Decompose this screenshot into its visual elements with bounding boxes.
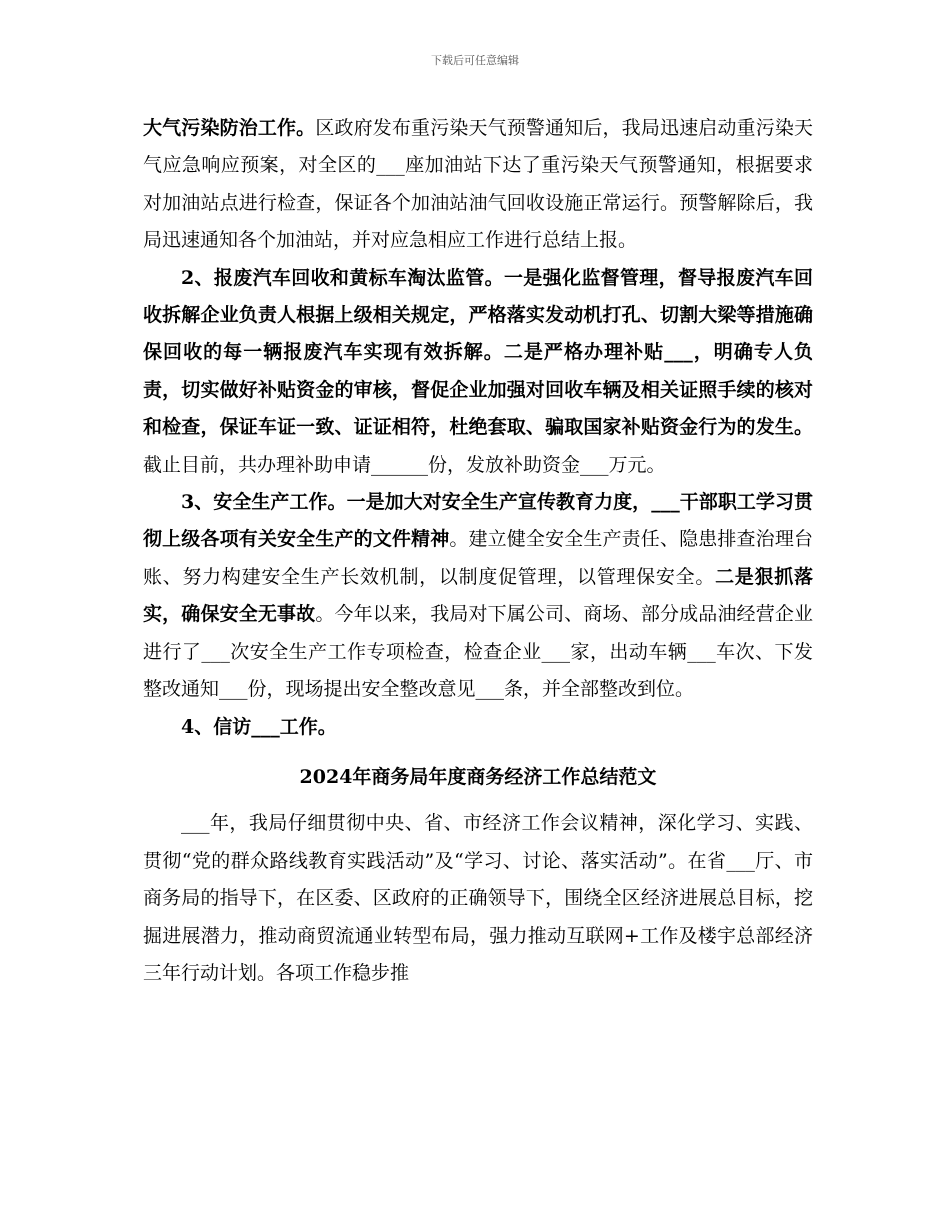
page-header: 下载后可任意编辑: [431, 54, 519, 67]
document-body: [143, 110, 813, 992]
paragraph-air-pollution: [143, 110, 813, 260]
paragraph-petition: [143, 709, 813, 746]
paragraph-heading: 4、信访___工作。: [181, 715, 337, 738]
paragraph-text: 截止目前，共办理补助申请______份，发放补助资金___万元。: [143, 453, 666, 476]
paragraph-text: 区政府发布重污染天气预警通知后，我局迅速启动重污染天气应急响应预案，对全区的___座加油站下达了重污染天气预警通知，根据要求对加油站点进行检查，保证各个加油站油气回收设施正常运行。预警解除后，我局迅速通知各个加油站，并对应急相应工作进行总结上报。: [143, 117, 813, 252]
paragraph-safety-production: [143, 484, 813, 708]
paragraph-text: ___年，我局仔细贯彻中央、省、市经济工作会议精神，深化学习、实践、贯彻“党的群众路线教育实践活动”及“学习、讨论、落实活动”。在省___厅、市商务局的指导下，在区委、区政府的正确领导下，围绕全区经济进展总目标，挖掘进展潜力，推动商贸流通业转型布局，强力推动互联网+工作及楼宇总部经济三年行动计划。各项工作稳步推: [143, 812, 813, 984]
paragraph-heading: 大气污染防治工作。: [143, 117, 316, 139]
paragraph-text: 。建立健全安全生产责任、隐患排查治理台账、努力构建安全生产长效机制，以制度促管理，以管理保安全。: [143, 528, 813, 588]
paragraph-subheading: 二是狠抓落实，确保安全无事故: [143, 565, 813, 626]
paragraph-heading: 2、报废汽车回收和黄标车淘汰监管。一是强化监督管理，督导报废汽车回收拆解企业负责人根据上级相关规定，严格落实发动机打孔、切割大梁等措施确保回收的每一辆报废汽车实现有效拆解。二是严格办理补贴___，明确专人负责，切实做好补贴资金的审核，督促企业加强对回收车辆及相关证照手续的核对和检查，保证车证一致、证证相符，杜绝套取、骗取国家补贴资金行为的发生。: [143, 266, 813, 439]
paragraph-annual-summary: [143, 805, 813, 992]
paragraph-vehicle-scrapping: [143, 260, 813, 484]
paragraph-heading: 3、安全生产工作。一是加大对安全生产宣传教育力度，___干部职工学习贯彻上级各项有关安全生产的文件精神: [143, 491, 813, 551]
paragraph-text: 。今年以来，我局对下属公司、商场、部分成品油经营企业进行了___次安全生产工作专项检查，检查企业___家，出动车辆___车次、下发整改通知___份，现场提出安全整改意见___条，并全部整改到位。: [143, 603, 813, 701]
section-title: 2024年商务局年度商务经济工作总结范文: [299, 765, 657, 788]
